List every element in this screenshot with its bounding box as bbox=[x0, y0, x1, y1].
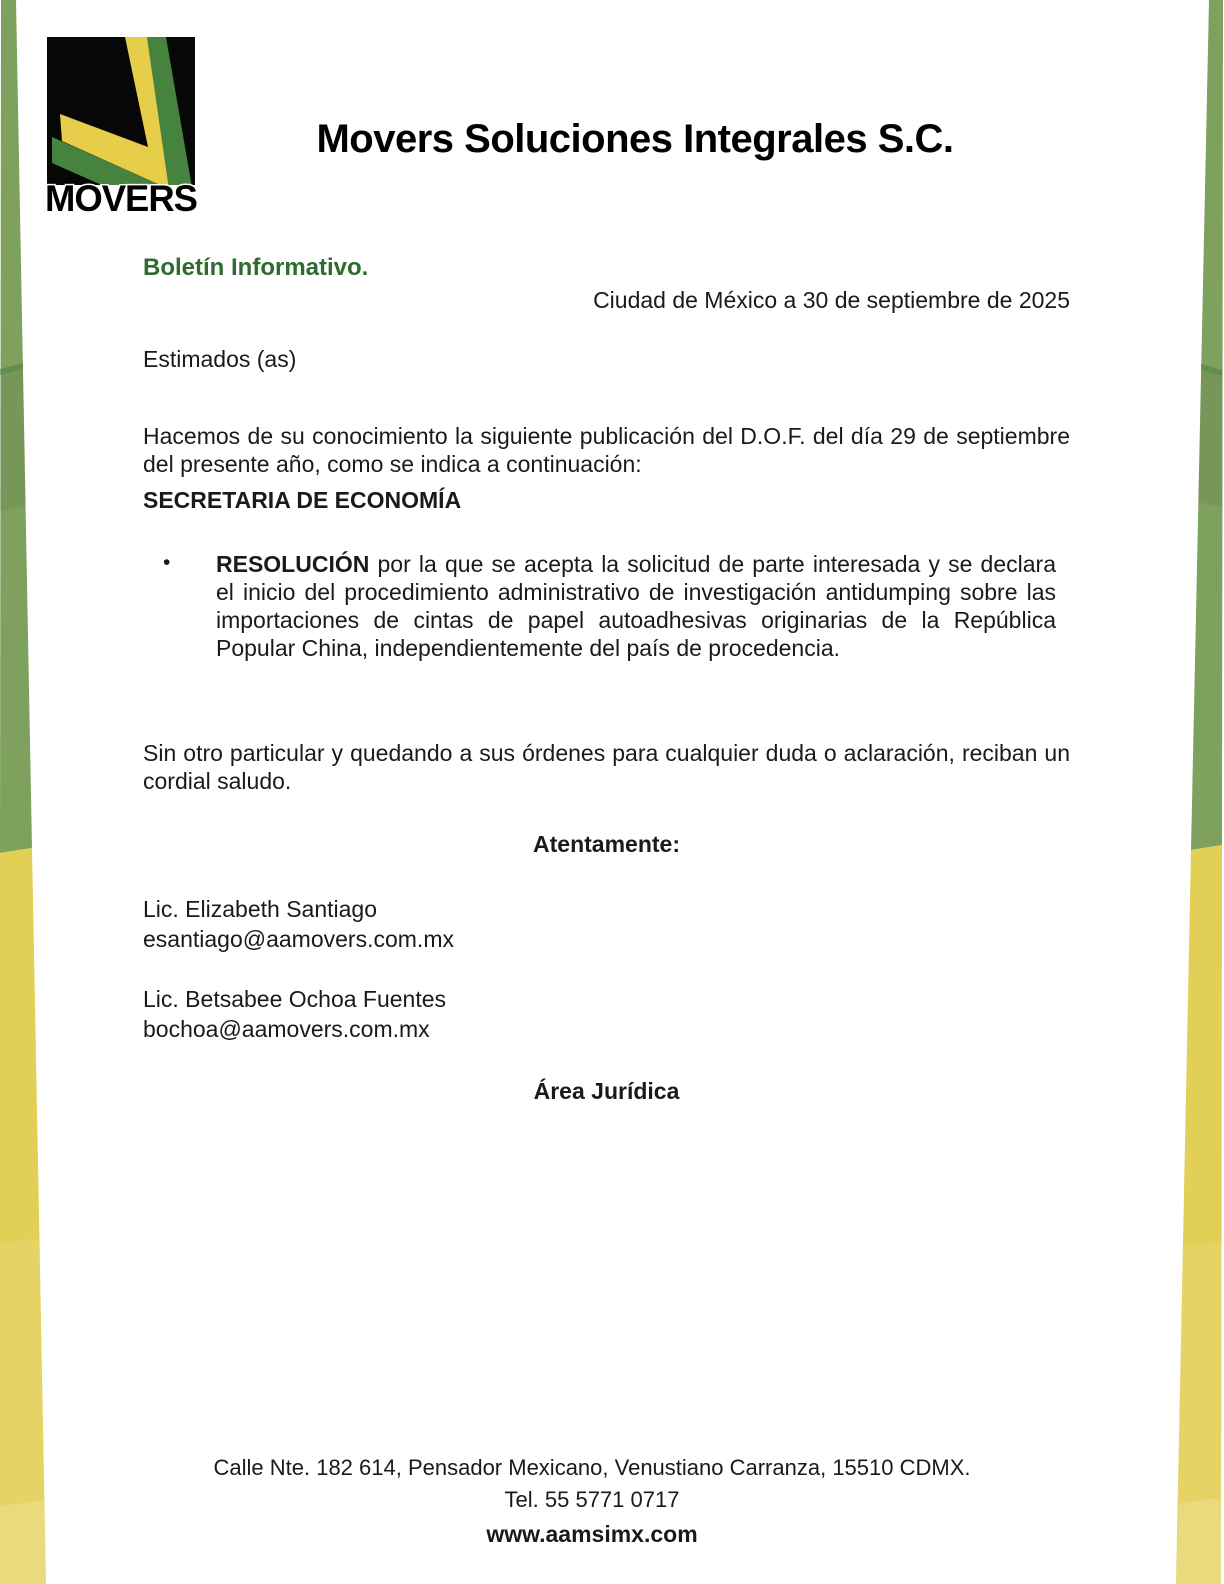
signatory-name: Lic. Betsabee Ochoa Fuentes bbox=[143, 986, 447, 1012]
logo-text: MOVERS bbox=[45, 178, 198, 219]
bullet-marker: • bbox=[163, 551, 171, 574]
bullet-lead: RESOLUCIÓN bbox=[216, 551, 370, 577]
date-line: Ciudad de México a 30 de septiembre de 2025 bbox=[593, 287, 1070, 313]
bullet-text: por la que se acepta la solicitud de parte interesada y se declara el inicio del procedimiento administrativo de investigación antidumping sobre las importaciones de cintas de papel autoadhesivas originarias de la República Popular China, independientemente del país de procedencia. bbox=[216, 551, 1056, 661]
signoff-label: Atentamente: bbox=[533, 831, 680, 857]
bulletin-label: Boletín Informativo. bbox=[143, 254, 369, 281]
footer-website: www.aamsimx.com bbox=[486, 1521, 698, 1547]
left-border-accent bbox=[0, 0, 46, 1584]
footer-phone: Tel. 55 5771 0717 bbox=[504, 1487, 680, 1512]
department-label: Área Jurídica bbox=[533, 1078, 680, 1104]
right-border-accent bbox=[1176, 0, 1223, 1584]
closing-paragraph: Sin otro particular y quedando a sus órdenes para cualquier duda o aclaración, reciban un cordial saludo. bbox=[143, 740, 1070, 794]
signature-block bbox=[143, 894, 1070, 1044]
signatory-email: bochoa@aamovers.com.mx bbox=[143, 1016, 430, 1042]
signatory-email: esantiago@aamovers.com.mx bbox=[143, 926, 454, 952]
section-heading: SECRETARIA DE ECONOMÍA bbox=[143, 487, 462, 513]
footer-address: Calle Nte. 182 614, Pensador Mexicano, Venustiano Carranza, 15510 CDMX. bbox=[213, 1455, 971, 1480]
bullet-item bbox=[143, 550, 1056, 662]
intro-paragraph: Hacemos de su conocimiento la siguiente publicación del D.O.F. del día 29 de septiembre del presente año, como se indica a continuación: bbox=[143, 423, 1070, 477]
page-title: Movers Soluciones Integrales S.C. bbox=[316, 116, 954, 161]
salutation: Estimados (as) bbox=[143, 346, 297, 372]
signatory-name: Lic. Elizabeth Santiago bbox=[143, 896, 377, 922]
